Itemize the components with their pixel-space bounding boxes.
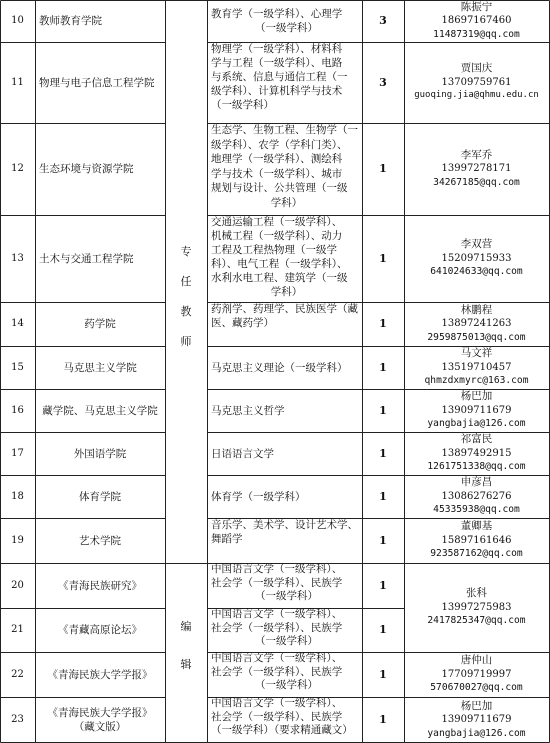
row-number: 11 [11,76,24,88]
row-number: 16 [11,404,24,416]
contact-info [404,432,549,475]
headcount: 3 [379,14,387,27]
journal-name: 《青藏高原论坛》 [58,624,142,636]
major-requirement [207,652,362,697]
row-number: 10 [11,15,24,26]
journal-name-line: 《青海民族大学学报》 [47,707,153,719]
headcount: 1 [379,360,387,374]
category-char: 教 [180,304,192,318]
major-requirement [207,302,362,346]
contact-phone: 13086276276 [441,490,512,502]
contact-info [404,302,549,346]
contact-email: 641024633@qq.com [430,266,523,278]
major-requirement [207,697,362,743]
major-requirement [207,42,362,123]
major-line: 社会学（一级学科）、民族学 [211,621,343,634]
major-line: 级学科）、农学（学科门类）、 [211,138,348,151]
contact-email: guoqing.jia@qhmu.edu.cn [414,90,539,101]
college-name: 土木与交通工程学院 [39,252,134,265]
major-line: 中国语言文学（一级学科）、 [211,652,343,664]
row-number: 23 [11,714,24,725]
major-requirement [207,123,362,215]
contact-name: 申彦昌 [460,476,493,489]
contact-phone: 13909711679 [441,714,512,726]
journal-name: 《青海民族研究》 [58,579,142,592]
major-line: 学与工程（一级学科）、电路 [211,57,343,69]
major-line: 科）、电气工程（一级学科）、 [211,258,348,270]
category-char: 专 [180,244,192,258]
contact-phone: 13897492915 [441,447,512,459]
headcount: 1 [379,162,387,175]
contact-name: 杨巴加 [460,699,493,712]
category-char: 师 [180,334,192,348]
major-line: 学与技术（一级学科）、城市 [211,167,343,180]
contact-email: 34267185@qq.com [433,176,520,188]
contact-phone: 13909711679 [441,404,512,416]
row-number: 21 [11,624,24,635]
contact-info-merged [404,563,549,652]
contact-phone: 13519710457 [441,361,512,373]
contact-info [404,42,549,123]
row-number: 18 [11,490,24,502]
college-name: 物理与电子信息工程学院 [39,76,155,89]
contact-email: yangbajia@126.com [427,418,526,430]
category-char: 编 [180,620,192,633]
major-requirement [207,563,362,608]
contact-phone: 15209715933 [441,252,512,264]
contact-name: 张科 [466,587,487,600]
headcount: 1 [379,533,387,547]
row-number: 17 [11,447,24,459]
row-number: 14 [11,318,24,329]
contact-email: 2417825347@qq.com [427,615,526,627]
row-number: 13 [11,252,24,264]
row-number: 19 [11,534,24,546]
contact-email: 2959875013@qq.com [427,331,526,343]
contact-phone: 15897161646 [441,534,512,546]
college-name: 藏学院、马克思主义学院 [42,404,158,417]
contact-email: yangbajia@126.com [427,727,526,739]
headcount: 1 [379,251,387,265]
contact-name: 马文祥 [460,347,493,360]
major-requirement [207,0,362,42]
major-line: 教育学（一级学科）、心理学 [211,8,343,20]
row-number: 20 [11,579,24,591]
category-editor [165,563,207,743]
headcount: 1 [379,317,387,330]
major-line: 社会学（一级学科）、民族学 [211,576,343,589]
major-requirement: 马克思主义理论（一级学科） [211,361,348,374]
major-line: （一级学科） [211,99,274,111]
major-line: 工程及工程热物理（一级学 [211,244,337,256]
contact-name: 林鹏程 [460,303,493,316]
contact-phone: 13997278171 [441,163,512,175]
contact-name: 杨巴加 [460,390,493,403]
major-line: 地理学（一级学科）、测绘科 [211,153,343,165]
journal-name [35,697,165,743]
major-requirement: 体育学（一级学科） [211,490,306,503]
major-requirement: 日语语言文学 [211,447,274,460]
contact-name: 董卿基 [460,520,493,533]
major-line: （一级学科） [255,22,318,34]
contact-info [404,389,549,432]
contact-phone: 13897241263 [441,318,512,330]
headcount: 1 [379,403,387,417]
headcount: 1 [379,623,387,636]
major-line: 生态学、生物工程、生物学（一 [211,124,358,136]
contact-email: 1261751338@qq.com [427,461,526,473]
contact-info [404,215,549,302]
row-number: 22 [11,668,24,680]
journal-name-line: （藏文版） [73,721,127,733]
major-line: （一级学科） [255,635,318,647]
major-line: 舞蹈学 [211,533,243,545]
row-number: 15 [11,361,24,373]
major-line: 音乐学、美术学、设计艺术学、 [211,519,358,531]
major-line: 社会学（一级学科）、民族学 [211,710,343,723]
college-name: 药学院 [84,318,116,330]
contact-phone: 13997275983 [441,601,512,613]
contact-email: 45335938@qq.com [433,504,520,516]
headcount: 1 [379,446,387,460]
contact-email: 570670027@qq.com [430,682,523,694]
contact-info [404,518,549,563]
major-line: （一级学科） [255,679,318,691]
college-name: 生态环境与资源学院 [39,163,134,175]
major-line: 中国语言文学（一级学科）、 [211,563,343,575]
major-requirement [207,608,362,652]
college-name: 艺术学院 [79,534,121,547]
contact-email: 923587162@qq.com [430,548,523,560]
major-line: 中国语言文学（一级学科）、 [211,608,343,620]
major-requirement: 马克思主义哲学 [211,404,285,417]
headcount: 1 [379,667,387,681]
journal-name: 《青海民族大学学报》 [47,668,153,681]
category-char: 任 [180,274,192,288]
college-name: 体育学院 [79,490,121,503]
contact-name: 祁富民 [460,433,493,446]
major-line: 物理学（一级学科）、材料科 [211,43,343,55]
major-line: 学科） [270,286,303,298]
major-line: 学科） [270,196,303,209]
contact-name: 贾国庆 [460,62,493,75]
category-full-time-teacher [165,0,207,563]
contact-info [404,0,549,42]
contact-name: 唐仲山 [460,654,493,667]
major-line: 水利水电工程、建筑学（一级 [211,272,348,284]
contact-info [404,123,549,215]
contact-phone: 17709719997 [441,668,512,680]
headcount: 1 [379,713,387,726]
major-line: （一级学科）（要求精通藏文） [211,724,353,736]
headcount: 1 [379,489,387,503]
contact-phone: 13709759761 [441,76,512,88]
row-number: 12 [11,163,24,174]
college-name: 教师教育学院 [39,15,102,27]
major-line: 药剂学、药理学、民族医学（藏 [211,303,358,315]
contact-name: 李双营 [460,238,493,251]
contact-phone: 18697167460 [441,15,512,27]
contact-name: 李军乔 [460,148,493,161]
major-line: 社会学（一级学科）、民族学 [211,665,343,678]
major-line: 与系统、信息与通信工程（一 [211,71,348,83]
major-requirement [207,215,362,302]
major-line: 规划与设计、公共管理（一级 [211,182,348,194]
major-line: 机械工程（一级学科）、动力 [211,230,343,242]
contact-name: 陈振宁 [460,0,493,13]
headcount: 1 [379,578,387,592]
category-char: 辑 [180,658,192,671]
contact-info [404,346,549,389]
headcount: 3 [379,75,387,89]
college-name: 外国语学院 [73,447,127,460]
major-line: （一级学科） [255,590,318,602]
contact-email: qhmzdxmyrc@163.com [424,375,529,387]
major-line: 级学科）、计算机科学与技术 [211,85,343,97]
contact-info [404,652,549,697]
major-requirement [207,518,362,563]
major-line: 医、藏药学） [211,317,274,329]
major-line: 中国语言文学（一级学科）、 [211,697,343,709]
contact-email: 11487319@qq.com [433,28,520,40]
contact-info [404,697,549,743]
major-line: 交通运输工程（一级学科）、 [211,216,343,228]
contact-info [404,475,549,518]
college-name: 马克思主义学院 [63,361,137,374]
